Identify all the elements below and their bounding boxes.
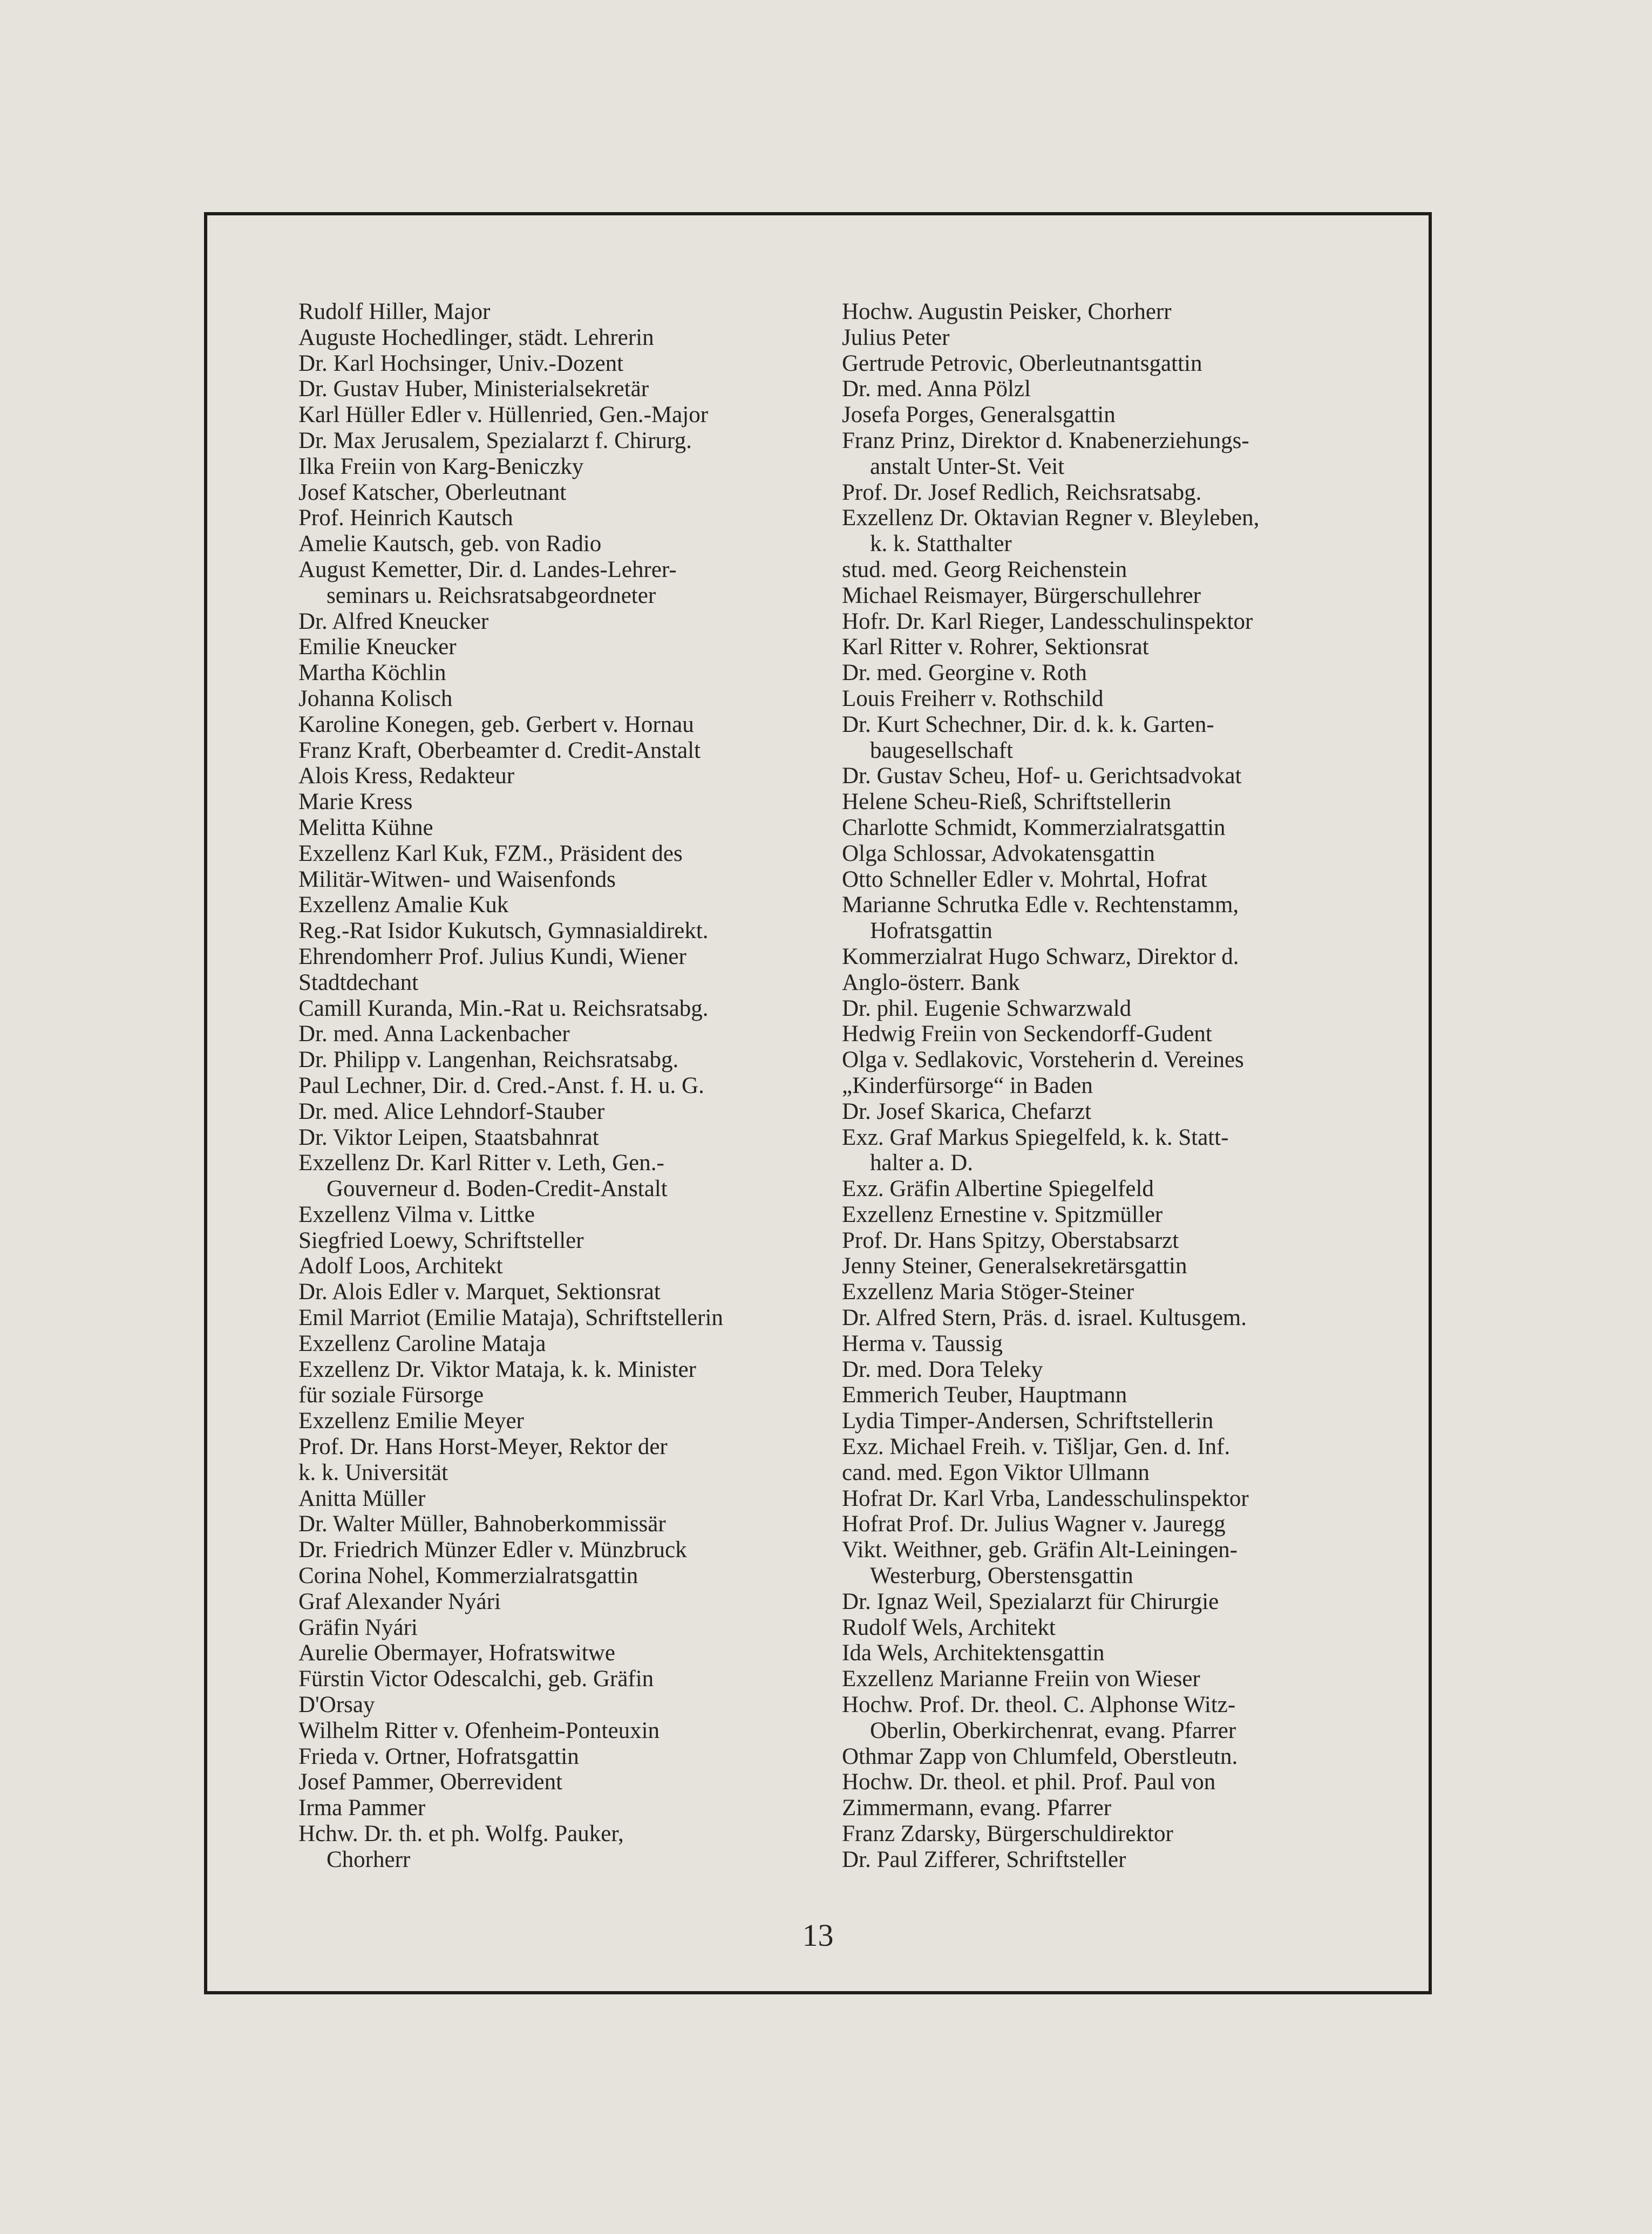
list-line: Dr. Josef Skarica, Chefarzt [842, 1098, 1092, 1124]
list-line: Dr. Gustav Scheu, Hof- u. Gerichtsadvokat [842, 763, 1242, 789]
list-line: Melitta Kühne [298, 814, 433, 840]
list-line: Exzellenz Caroline Mataja [298, 1330, 546, 1356]
list-line: Prof. Heinrich Kautsch [298, 505, 513, 531]
list-line: Vikt. Weithner, geb. Gräfin Alt-Leiningen- [842, 1537, 1238, 1563]
list-line: Franz Kraft, Oberbeamter d. Credit-Anstalt [298, 737, 701, 763]
list-line: Ida Wels, Architektensgattin [842, 1640, 1105, 1666]
list-line: Reg.-Rat Isidor Kukutsch, Gymnasialdirekt. [298, 918, 709, 944]
list-line: Camill Kuranda, Min.-Rat u. Reichsratsabg. [298, 995, 709, 1021]
list-line: Hofratsgattin [870, 918, 992, 944]
list-line: Dr. Alfred Stern, Präs. d. israel. Kultusgem. [842, 1305, 1247, 1331]
list-line: Amelie Kautsch, geb. von Radio [298, 531, 602, 557]
list-line: für soziale Fürsorge [298, 1382, 484, 1408]
list-line: anstalt Unter-St. Veit [870, 453, 1065, 479]
list-line: Dr. phil. Eugenie Schwarzwald [842, 995, 1132, 1021]
list-line: Hochw. Dr. theol. et phil. Prof. Paul von [842, 1769, 1216, 1795]
list-line: „Kinderfürsorge“ in Baden [842, 1072, 1093, 1098]
list-line: halter a. D. [870, 1150, 974, 1176]
list-line: Louis Freiherr v. Rothschild [842, 685, 1104, 711]
list-line: Exzellenz Dr. Karl Ritter v. Leth, Gen.- [298, 1150, 664, 1176]
list-line: Stadtdechant [298, 969, 419, 995]
list-line: Otto Schneller Edler v. Mohrtal, Hofrat [842, 866, 1207, 892]
list-line: August Kemetter, Dir. d. Landes-Lehrer- [298, 556, 677, 582]
list-line: Exzellenz Maria Stöger-Steiner [842, 1279, 1134, 1305]
list-line: Dr. med. Alice Lehndorf-Stauber [298, 1098, 605, 1124]
list-line: Hofr. Dr. Karl Rieger, Landesschulinspektor [842, 608, 1253, 634]
list-line: D'Orsay [298, 1692, 375, 1718]
list-line: Dr. Viktor Leipen, Staatsbahnrat [298, 1124, 599, 1150]
list-line: Marianne Schrutka Edle v. Rechtenstamm, [842, 892, 1239, 918]
list-line: Gertrude Petrovic, Oberleutnantsgattin [842, 350, 1202, 376]
list-line: Dr. Walter Müller, Bahnoberkommissär [298, 1511, 666, 1537]
list-line: Michael Reismayer, Bürgerschullehrer [842, 582, 1201, 608]
list-line: Exzellenz Amalie Kuk [298, 892, 509, 918]
list-line: Exzellenz Karl Kuk, FZM., Präsident des [298, 840, 683, 866]
page-number: 13 [802, 1918, 834, 1953]
list-line: Jenny Steiner, Generalsekretärsgattin [842, 1253, 1187, 1279]
left-column-name-list [298, 299, 838, 1873]
list-line: Marie Kress [298, 789, 413, 815]
list-line: Dr. med. Anna Pölzl [842, 376, 1031, 402]
list-line: Aurelie Obermayer, Hofratswitwe [298, 1640, 615, 1666]
list-line: cand. med. Egon Viktor Ullmann [842, 1459, 1150, 1485]
list-line: Ehrendomherr Prof. Julius Kundi, Wiener [298, 943, 686, 969]
list-line: Graf Alexander Nyári [298, 1588, 501, 1614]
list-line: Dr. Paul Zifferer, Schriftsteller [842, 1846, 1126, 1872]
list-line: Hofrat Prof. Dr. Julius Wagner v. Jauregg [842, 1511, 1226, 1537]
list-line: Zimmermann, evang. Pfarrer [842, 1795, 1112, 1821]
list-line: Gouverneur d. Boden-Credit-Anstalt [327, 1176, 668, 1202]
list-line: Karl Ritter v. Rohrer, Sektionsrat [842, 634, 1149, 660]
list-line: Herma v. Taussig [842, 1330, 1003, 1356]
list-line: Johanna Kolisch [298, 685, 453, 711]
list-line: Exz. Michael Freih. v. Tišljar, Gen. d. Inf. [842, 1434, 1230, 1460]
list-line: Josef Pammer, Oberrevident [298, 1769, 563, 1795]
list-line: Siegfried Loewy, Schriftsteller [298, 1227, 584, 1253]
list-line: Anitta Müller [298, 1485, 426, 1511]
list-line: Charlotte Schmidt, Kommerzialratsgattin [842, 814, 1226, 840]
list-line: Paul Lechner, Dir. d. Cred.-Anst. f. H. u. G. [298, 1072, 704, 1098]
list-line: Josefa Porges, Generalsgattin [842, 402, 1116, 428]
page-border-frame [204, 212, 1432, 1994]
list-line: Othmar Zapp von Chlumfeld, Oberstleutn. [842, 1743, 1238, 1769]
list-line: Anglo-österr. Bank [842, 969, 1020, 995]
list-line: Dr. Kurt Schechner, Dir. d. k. k. Garten- [842, 711, 1214, 737]
list-line: Hochw. Augustin Peisker, Chorherr [842, 299, 1172, 324]
list-line: Exz. Gräfin Albertine Spiegelfeld [842, 1176, 1154, 1202]
list-line: Dr. Alois Edler v. Marquet, Sektionsrat [298, 1279, 661, 1305]
list-line: Emilie Kneucker [298, 634, 457, 660]
list-line: Auguste Hochedlinger, städt. Lehrerin [298, 324, 654, 350]
list-line: Emmerich Teuber, Hauptmann [842, 1382, 1127, 1408]
list-line: Rudolf Wels, Architekt [842, 1614, 1056, 1640]
list-line: Martha Köchlin [298, 660, 446, 686]
list-line: Alois Kress, Redakteur [298, 763, 515, 789]
list-line: Exzellenz Dr. Oktavian Regner v. Bleyleben, [842, 505, 1260, 531]
list-line: stud. med. Georg Reichenstein [842, 556, 1127, 582]
list-line: Corina Nohel, Kommerzialratsgattin [298, 1563, 638, 1589]
list-line: Oberlin, Oberkirchenrat, evang. Pfarrer [870, 1717, 1236, 1743]
list-line: Frieda v. Ortner, Hofratsgattin [298, 1743, 579, 1769]
list-line: Dr. med. Anna Lackenbacher [298, 1021, 570, 1047]
list-line: Franz Prinz, Direktor d. Knabenerziehungs- [842, 427, 1249, 453]
list-line: Exz. Graf Markus Spiegelfeld, k. k. Statt- [842, 1124, 1229, 1150]
list-line: Hchw. Dr. th. et ph. Wolfg. Pauker, [298, 1821, 624, 1847]
list-line: Kommerzialrat Hugo Schwarz, Direktor d. [842, 943, 1239, 969]
list-line: Dr. Ignaz Weil, Spezialarzt für Chirurgie [842, 1588, 1219, 1614]
list-line: Helene Scheu-Rieß, Schriftstellerin [842, 789, 1172, 815]
list-line: Westerburg, Oberstensgattin [870, 1563, 1133, 1589]
list-line: Dr. Alfred Kneucker [298, 608, 489, 634]
list-line: Ilka Freiin von Karg-Beniczky [298, 453, 584, 479]
list-line: Dr. Friedrich Münzer Edler v. Münzbruck [298, 1537, 687, 1563]
list-line: Exzellenz Dr. Viktor Mataja, k. k. Minister [298, 1356, 697, 1382]
list-line: Exzellenz Ernestine v. Spitzmüller [842, 1201, 1163, 1227]
list-line: Lydia Timper-Andersen, Schriftstellerin [842, 1408, 1214, 1434]
list-line: k. k. Statthalter [870, 531, 1012, 557]
list-line: Gräfin Nyári [298, 1614, 418, 1640]
list-line: Dr. med. Dora Teleky [842, 1356, 1043, 1382]
right-column-name-list [842, 299, 1382, 1873]
list-line: Dr. Max Jerusalem, Spezialarzt f. Chirurg. [298, 427, 692, 453]
list-line: Dr. Philipp v. Langenhan, Reichsratsabg. [298, 1047, 679, 1073]
list-line: Exzellenz Emilie Meyer [298, 1408, 524, 1434]
list-line: Dr. Gustav Huber, Ministerialsekretär [298, 376, 649, 402]
list-line: Exzellenz Vilma v. Littke [298, 1201, 535, 1227]
list-line: Dr. Karl Hochsinger, Univ.-Dozent [298, 350, 624, 376]
list-line: Dr. med. Georgine v. Roth [842, 660, 1087, 686]
list-line: Fürstin Victor Odescalchi, geb. Gräfin [298, 1666, 654, 1692]
list-line: Hochw. Prof. Dr. theol. C. Alphonse Witz- [842, 1692, 1236, 1718]
list-line: Adolf Loos, Architekt [298, 1253, 503, 1279]
list-line: Militär-Witwen- und Waisenfonds [298, 866, 616, 892]
list-line: baugesellschaft [870, 737, 1014, 763]
list-line: seminars u. Reichsratsabgeordneter [327, 582, 656, 608]
list-line: Exzellenz Marianne Freiin von Wieser [842, 1666, 1200, 1692]
list-line: Wilhelm Ritter v. Ofenheim-Ponteuxin [298, 1717, 660, 1743]
list-line: Rudolf Hiller, Major [298, 299, 491, 324]
list-line: Chorherr [327, 1846, 411, 1872]
list-line: Emil Marriot (Emilie Mataja), Schriftstellerin [298, 1305, 723, 1331]
list-line: Prof. Dr. Josef Redlich, Reichsratsabg. [842, 479, 1202, 505]
list-line: Prof. Dr. Hans Horst-Meyer, Rektor der [298, 1434, 668, 1460]
list-line: k. k. Universität [298, 1459, 448, 1485]
list-line: Olga v. Sedlakovic, Vorsteherin d. Vereines [842, 1047, 1244, 1073]
list-line: Prof. Dr. Hans Spitzy, Oberstabsarzt [842, 1227, 1179, 1253]
list-line: Karl Hüller Edler v. Hüllenried, Gen.-Major [298, 402, 709, 428]
list-line: Irma Pammer [298, 1795, 426, 1821]
list-line: Franz Zdarsky, Bürgerschuldirektor [842, 1821, 1173, 1847]
list-line: Hofrat Dr. Karl Vrba, Landesschulinspektor [842, 1485, 1249, 1511]
list-line: Josef Katscher, Oberleutnant [298, 479, 567, 505]
list-line: Hedwig Freiin von Seckendorff-Gudent [842, 1021, 1212, 1047]
list-line: Olga Schlossar, Advokatensgattin [842, 840, 1155, 866]
list-line: Julius Peter [842, 324, 950, 350]
list-line: Karoline Konegen, geb. Gerbert v. Hornau [298, 711, 694, 737]
